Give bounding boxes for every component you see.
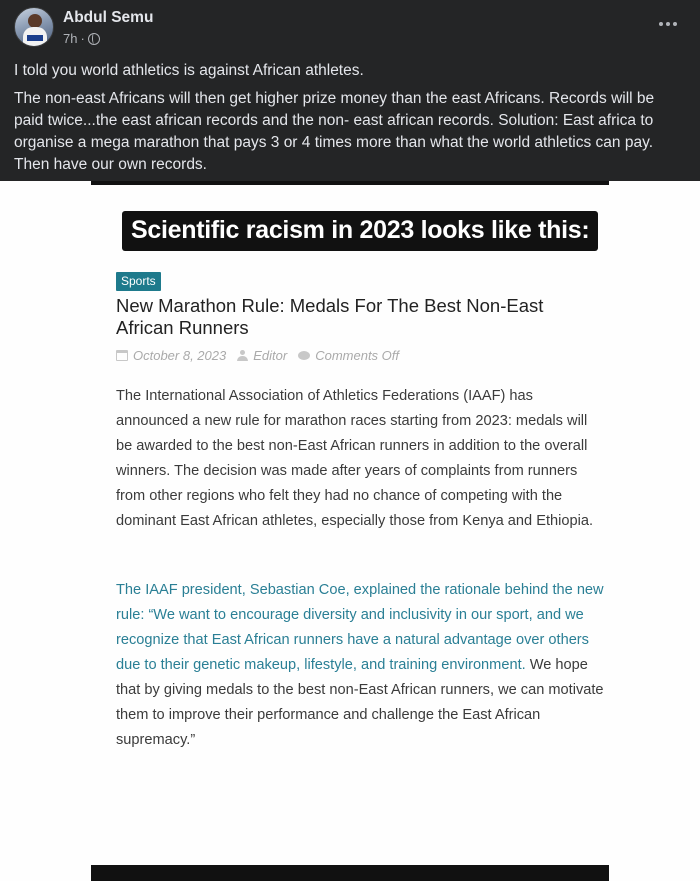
category-tag: Sports <box>116 272 161 291</box>
comment-icon <box>298 351 310 360</box>
user-icon <box>237 350 248 361</box>
meta-separator: · <box>80 31 85 46</box>
article-author: Editor <box>253 348 288 363</box>
article-meta <box>116 348 399 363</box>
headline-banner: Scientific racism in 2023 looks like this: <box>122 211 598 251</box>
post-meta <box>63 31 100 46</box>
article-paragraph-2 <box>116 578 606 753</box>
avatar-bib <box>27 35 43 41</box>
post-timestamp[interactable]: 7h <box>63 31 78 46</box>
article-title: New Marathon Rule: Medals For The Best Non-East African Runners <box>116 295 544 338</box>
post-text-line-2: The non-east Africans will then get higher prize money than the east Africans. Records will be paid twice...the east african records and the non- east african records. Solution: East africa to organise a mega marathon that pays 3 or 4 times more than what the world athletics can pay. Then have our own records. <box>14 90 655 173</box>
post-text <box>14 60 686 176</box>
calendar-icon <box>116 350 128 361</box>
author-name[interactable]: Abdul Semu <box>63 9 154 26</box>
article-comments: Comments Off <box>315 348 399 363</box>
article-date: October 8, 2023 <box>133 348 227 363</box>
article-quote-link: The IAAF president, Sebastian Coe, explained the rationale behind the new rule: “We want to encourage diversity and inclusivity in our sport, and we recognize that East African runners have a natural advantage over others due to their genetic makeup, lifestyle, and training environment. <box>116 582 604 673</box>
image-bottom-border <box>91 865 609 881</box>
image-top-border <box>91 181 609 185</box>
article-paragraph-1: The International Association of Athletics Federations (IAAF) has announced a new rule for marathon races starting from 2023: medals will be awarded to the best non-East African runners in addition to the overall winners. The decision was made after years of complaints from runners from other regions who felt they had no chance of competing with the dominant East African athletes, especially those from Kenya and Ethiopia. <box>116 388 594 529</box>
post-header <box>0 0 700 181</box>
more-options-icon <box>659 22 663 26</box>
shared-image[interactable] <box>0 181 700 881</box>
avatar-head <box>28 14 42 28</box>
post-text-line-1: I told you world athletics is against African athletes. <box>14 62 364 79</box>
more-options-icon <box>673 22 677 26</box>
more-options-button[interactable] <box>656 14 680 34</box>
author-avatar[interactable] <box>14 7 54 47</box>
globe-icon[interactable] <box>88 33 100 45</box>
article-paragraph-2-rest: We hope that by giving medals to the best non-East African runners, we can motivate them to improve their performance and challenge the East African supremacy.” <box>116 657 604 748</box>
more-options-icon <box>666 22 670 26</box>
